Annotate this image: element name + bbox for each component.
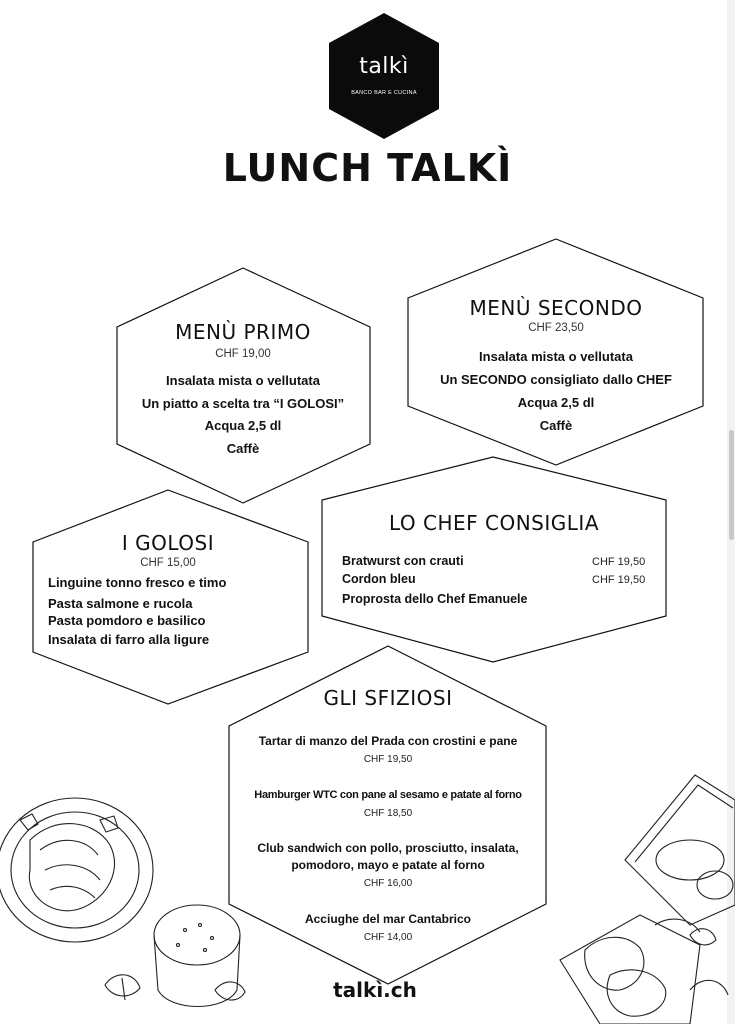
sfiziosi-price: CHF 16,00 — [363, 878, 413, 889]
menu-secondo-price: CHF 23,50 — [528, 322, 584, 334]
menu-secondo-title: MENÙ SECONDO — [469, 296, 643, 320]
golosi-item: Pasta pomdoro e basilico — [48, 613, 206, 628]
logo-subtitle: BANCO BAR E CUCINA — [351, 90, 417, 96]
food-illustration-right — [560, 775, 735, 1024]
sfiziosi-item: Club sandwich con pollo, prosciutto, insalata, — [257, 841, 519, 855]
menu-primo-price: CHF 19,00 — [215, 348, 271, 360]
golosi-item: Pasta salmone e rucola — [48, 596, 193, 611]
sfiziosi-item: Acciughe del mar Cantabrico — [304, 912, 472, 926]
chef-item-name: Proprosta dello Chef Emanuele — [342, 592, 528, 606]
sfiziosi-item: pomodoro, mayo e patate al forno — [291, 858, 485, 872]
menu-primo-item: Un piatto a scelta tra “I GOLOSI” — [141, 396, 345, 411]
menu-secondo-item: Insalata mista o vellutata — [479, 349, 633, 364]
chef-item-price: CHF 19,50 — [592, 574, 646, 586]
menu-secondo-item: Caffè — [539, 418, 573, 433]
golosi-title: I GOLOSI — [121, 531, 215, 555]
food-illustration-left — [0, 798, 245, 1007]
sfiziosi-price: CHF 19,50 — [363, 754, 413, 765]
sfiziosi-item: Hamburger WTC con pane al sesamo e patate al forno — [254, 789, 522, 801]
chef-item-name: Cordon bleu — [342, 572, 416, 586]
menu-primo-item: Acqua 2,5 dl — [204, 418, 282, 433]
sfiziosi-price: CHF 14,00 — [363, 932, 413, 943]
page-title: LUNCH TALKÌ — [222, 146, 513, 190]
sfiziosi-title: GLI SFIZIOSI — [323, 686, 453, 710]
logo-wordmark: talkì — [359, 54, 409, 79]
menu-primo-title: MENÙ PRIMO — [175, 320, 311, 344]
menu-primo-item: Insalata mista o vellutata — [166, 373, 320, 388]
menu-secondo-item: Un SECONDO consigliato dallo CHEF — [440, 372, 672, 387]
sfiziosi-price: CHF 18,50 — [363, 808, 413, 819]
menu-primo-item: Caffè — [226, 441, 260, 456]
chef-title: LO CHEF CONSIGLIA — [388, 511, 599, 535]
chef-item-name: Bratwurst con crauti — [342, 554, 464, 568]
golosi-item: Insalata di farro alla ligure — [48, 632, 210, 647]
sfiziosi-item: Tartar di manzo del Prada con crostini e pane — [258, 734, 518, 748]
golosi-price: CHF 15,00 — [140, 557, 196, 569]
chef-item-price: CHF 19,50 — [592, 556, 646, 568]
website-link[interactable]: talkì.ch — [333, 978, 417, 1002]
golosi-item: Linguine tonno fresco e timo — [48, 575, 227, 590]
menu-secondo-item: Acqua 2,5 dl — [517, 395, 595, 410]
